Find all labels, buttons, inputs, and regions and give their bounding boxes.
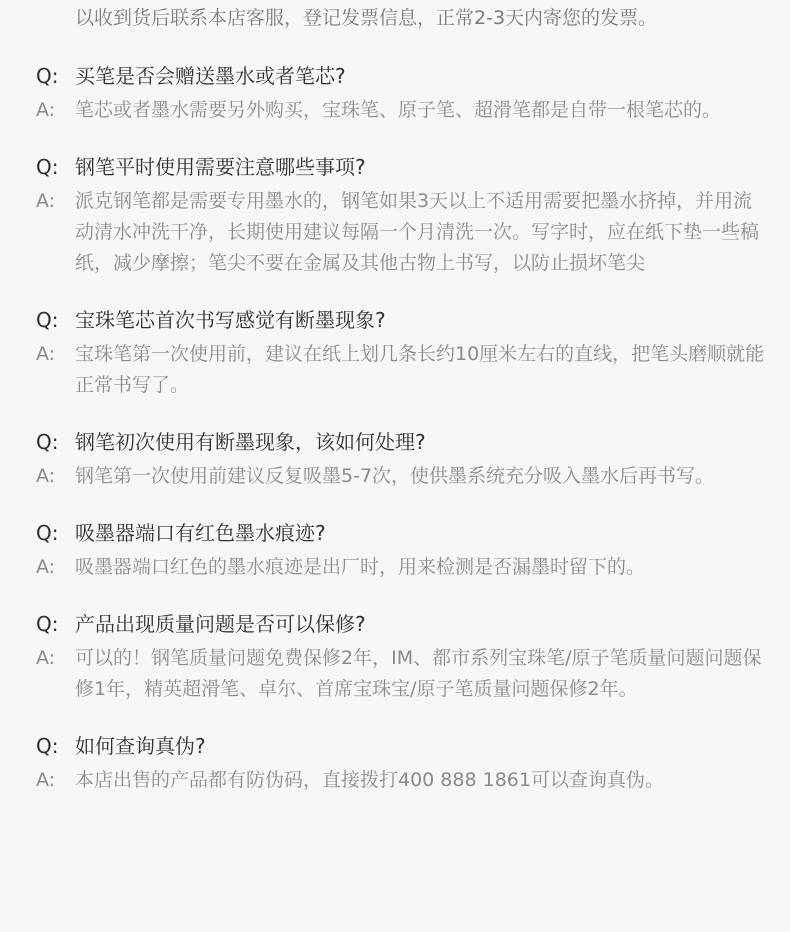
answer-row (36, 552, 768, 583)
answer-label: A: (36, 647, 56, 669)
question-row (36, 61, 768, 92)
answer-row (36, 643, 768, 705)
answer-text: 派克钢笔都是需要专用墨水的，钢笔如果3天以上不适用需要把墨水挤掉，并用流动清水冲洗干净，长期使用建议每隔一个月清洗一次。写字时，应在纸下垫一些稿纸，减少摩擦；笔尖不要在金属及其他古物上书写，以防止损坏笔尖 (75, 190, 760, 274)
question-row (36, 609, 768, 640)
question-text: 产品出现质量问题是否可以保修? (75, 612, 366, 636)
intro-text: 以收到货后联系本店客服，登记发票信息，正常2-3天内寄您的发票。 (75, 7, 658, 29)
question-row (36, 518, 768, 549)
faq-item (36, 518, 768, 583)
question-row (36, 731, 768, 762)
question-text: 钢笔平时使用需要注意哪些事项? (75, 155, 366, 179)
answer-label: A: (36, 556, 56, 578)
question-label: Q: (36, 612, 59, 636)
faq-item (36, 152, 768, 279)
question-row (36, 152, 768, 183)
intro-block (36, 0, 768, 34)
question-text: 宝珠笔芯首次书写感觉有断墨现象? (75, 308, 386, 332)
answer-row (36, 186, 768, 279)
answer-label: A: (36, 343, 56, 365)
question-label: Q: (36, 734, 59, 758)
faq-item (36, 61, 768, 126)
answer-label: A: (36, 190, 56, 212)
answer-text: 本店出售的产品都有防伪码，直接拨打400 888 1861可以查询真伪。 (75, 769, 664, 791)
intro-spacer (36, 3, 75, 34)
faq-item (36, 731, 768, 796)
answer-row (36, 461, 768, 492)
answer-text: 吸墨器端口红色的墨水痕迹是出厂时，用来检测是否漏墨时留下的。 (75, 556, 646, 578)
answer-row (36, 95, 768, 126)
question-label: Q: (36, 64, 59, 88)
question-label: Q: (36, 430, 59, 454)
question-label: Q: (36, 155, 59, 179)
question-row (36, 427, 768, 458)
question-text: 钢笔初次使用有断墨现象，该如何处理? (75, 430, 426, 454)
question-text: 如何查询真伪? (75, 734, 206, 758)
answer-text: 钢笔第一次使用前建议反复吸墨5-7次，使供墨系统充分吸入墨水后再书写。 (75, 465, 715, 487)
faq-item (36, 427, 768, 492)
question-text: 买笔是否会赠送墨水或者笔芯? (75, 64, 346, 88)
faq-item (36, 609, 768, 705)
answer-row (36, 339, 768, 401)
answer-text: 宝珠笔第一次使用前，建议在纸上划几条长约10厘米左右的直线，把笔头磨顺就能正常书写了。 (75, 343, 765, 396)
answer-row (36, 765, 768, 796)
question-label: Q: (36, 521, 59, 545)
answer-label: A: (36, 465, 56, 487)
faq-item (36, 305, 768, 401)
question-label: Q: (36, 308, 59, 332)
question-text: 吸墨器端口有红色墨水痕迹? (75, 521, 326, 545)
answer-label: A: (36, 99, 56, 121)
answer-label: A: (36, 769, 56, 791)
answer-text: 可以的！钢笔质量问题免费保修2年，IM、都市系列宝珠笔/原子笔质量问题问题保修1年，精英超滑笔、卓尔、首席宝珠宝/原子笔质量问题保修2年。 (75, 647, 762, 700)
answer-text: 笔芯或者墨水需要另外购买，宝珠笔、原子笔、超滑笔都是自带一根笔芯的。 (75, 99, 722, 121)
question-row (36, 305, 768, 336)
